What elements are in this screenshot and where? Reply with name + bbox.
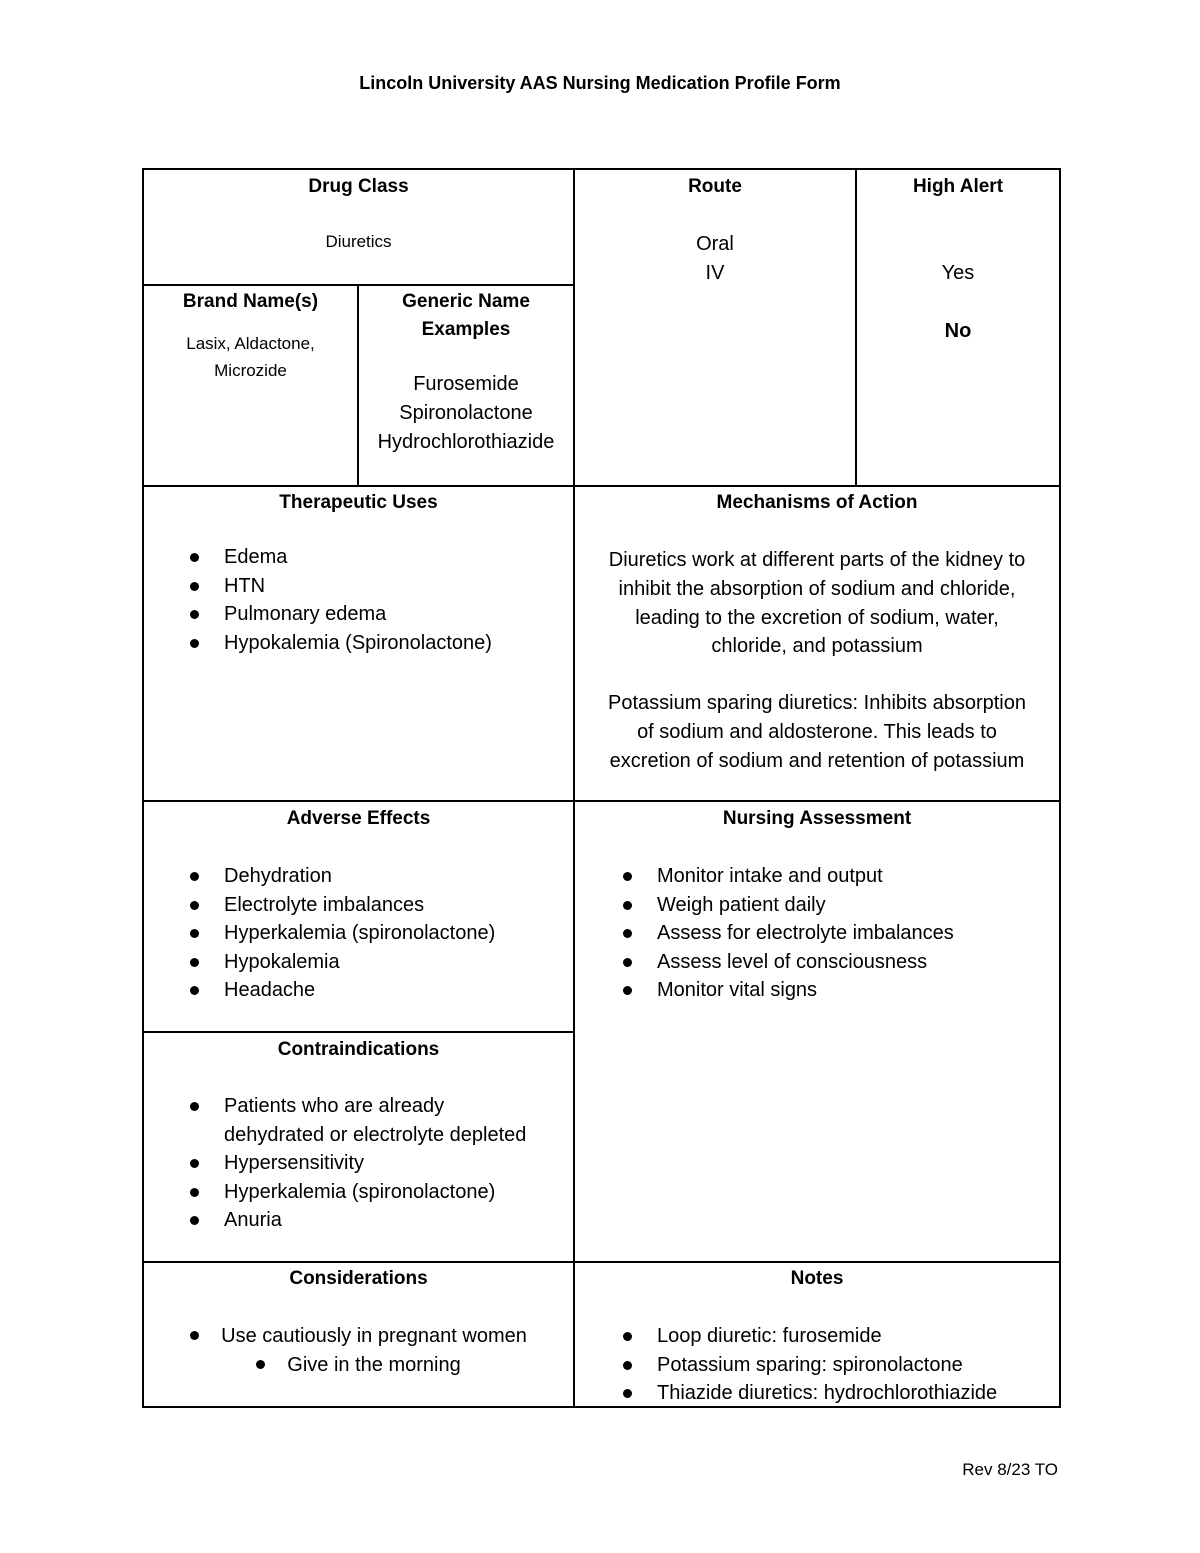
bullet-icon: [190, 610, 199, 619]
generic-names-heading: Generic Name: [402, 291, 530, 312]
list-item: Edema: [186, 543, 573, 572]
list-item: Monitor vital signs: [619, 976, 1059, 1005]
list-item: Electrolyte imbalances: [186, 891, 573, 920]
route-cell: [575, 170, 855, 485]
bullet-icon: [190, 1331, 199, 1340]
list-item: Headache: [186, 976, 573, 1005]
bullet-icon: [623, 872, 632, 881]
bullet-icon: [190, 639, 199, 648]
bullet-icon: [190, 553, 199, 562]
bullet-icon: [190, 986, 199, 995]
generic-names-cell: [359, 286, 573, 485]
route-value: Oral: [696, 233, 734, 255]
list-item: Assess for electrolyte imbalances: [619, 919, 1059, 948]
list-item: Anuria: [186, 1206, 573, 1235]
bullet-icon: [190, 901, 199, 910]
list-item: Patients who are already dehydrated or electrolyte depleted: [186, 1092, 573, 1149]
bullet-icon: [623, 1332, 632, 1341]
notes-cell: [575, 1263, 1059, 1406]
bullet-icon: [623, 901, 632, 910]
mechanisms-heading: Mechanisms of Action: [716, 492, 918, 513]
bullet-icon: [190, 1159, 199, 1168]
list-item: Weigh patient daily: [619, 891, 1059, 920]
contraindications-cell: [144, 1033, 573, 1261]
high-alert-option-no: No: [944, 319, 972, 342]
mechanisms-paragraph-1: Diuretics work at different parts of the kidney to inhibit the absorption of sodium and chloride, leading to the excretion of sodium, water, chloride, and potassium: [608, 549, 1026, 658]
nursing-assessment-heading: Nursing Assessment: [722, 808, 912, 829]
high-alert-option-yes: Yes: [941, 262, 975, 284]
bullet-icon: [623, 1389, 632, 1398]
bullet-icon: [190, 872, 199, 881]
generic-name: Furosemide: [413, 373, 519, 395]
generic-name: Spironolactone: [399, 401, 533, 424]
revision-footer: Rev 8/23 TO: [962, 1460, 1058, 1479]
drug-class-cell: [144, 170, 573, 284]
bullet-icon: [190, 929, 199, 938]
route-value: IV: [705, 261, 725, 284]
mechanisms-cell: [575, 487, 1059, 800]
bullet-icon: [623, 986, 632, 995]
list-item: Monitor intake and output: [619, 862, 1059, 891]
list-item: Give in the morning: [144, 1351, 573, 1380]
therapeutic-uses-heading: Therapeutic Uses: [279, 492, 438, 513]
list-item: Potassium sparing: spironolactone: [619, 1351, 1059, 1380]
drug-class-heading: Drug Class: [308, 176, 409, 197]
list-item: HTN: [186, 572, 573, 601]
list-item: Thiazide diuretics: hydrochlorothiazide: [619, 1379, 1059, 1408]
list-item: Assess level of consciousness: [619, 948, 1059, 977]
bullet-icon: [190, 582, 199, 591]
bullet-icon: [256, 1360, 265, 1369]
list-item: Use cautiously in pregnant women: [144, 1322, 573, 1351]
notes-heading: Notes: [790, 1268, 844, 1289]
bullet-icon: [190, 1188, 199, 1197]
bullet-icon: [190, 958, 199, 967]
bullet-icon: [190, 1216, 199, 1225]
considerations-cell: [144, 1263, 573, 1406]
route-heading: Route: [688, 176, 742, 197]
adverse-effects-heading: Adverse Effects: [286, 808, 431, 829]
therapeutic-uses-cell: [144, 487, 573, 800]
bullet-icon: [190, 1102, 199, 1111]
brand-names-heading: Brand Name(s): [182, 291, 319, 312]
drug-class-value: Diuretics: [325, 232, 392, 251]
list-item: Hypokalemia: [186, 948, 573, 977]
list-item: Hyperkalemia (spironolactone): [186, 919, 573, 948]
list-item: Hyperkalemia (spironolactone): [186, 1178, 573, 1207]
list-item: Hypokalemia (Spironolactone): [186, 629, 573, 658]
list-item: Hypersensitivity: [186, 1149, 573, 1178]
bullet-icon: [623, 929, 632, 938]
form-title: Lincoln University AAS Nursing Medication Profile Form: [359, 73, 841, 93]
brand-names-line: Microzide: [214, 361, 287, 380]
high-alert-cell: [857, 170, 1059, 485]
generic-names-heading: Examples: [421, 319, 511, 340]
list-item: Dehydration: [186, 862, 573, 891]
considerations-heading: Considerations: [289, 1268, 428, 1289]
brand-names-cell: [144, 286, 357, 485]
mechanisms-paragraph-2: Potassium sparing diuretics: Inhibits absorption of sodium and aldosterone. This leads to excretion of sodium and retention of potassium: [608, 692, 1026, 772]
contraindications-heading: Contraindications: [277, 1039, 440, 1060]
high-alert-heading: High Alert: [912, 176, 1004, 197]
nursing-assessment-cell: [575, 802, 1059, 1261]
generic-name: Hydrochlorothiazide: [377, 430, 555, 453]
list-item: Loop diuretic: furosemide: [619, 1322, 1059, 1351]
bullet-icon: [623, 958, 632, 967]
medication-profile-table: [142, 168, 1061, 1408]
brand-names-line: Lasix, Aldactone,: [186, 334, 315, 353]
bullet-icon: [623, 1361, 632, 1370]
adverse-effects-cell: [144, 802, 573, 1031]
list-item: Pulmonary edema: [186, 600, 573, 629]
